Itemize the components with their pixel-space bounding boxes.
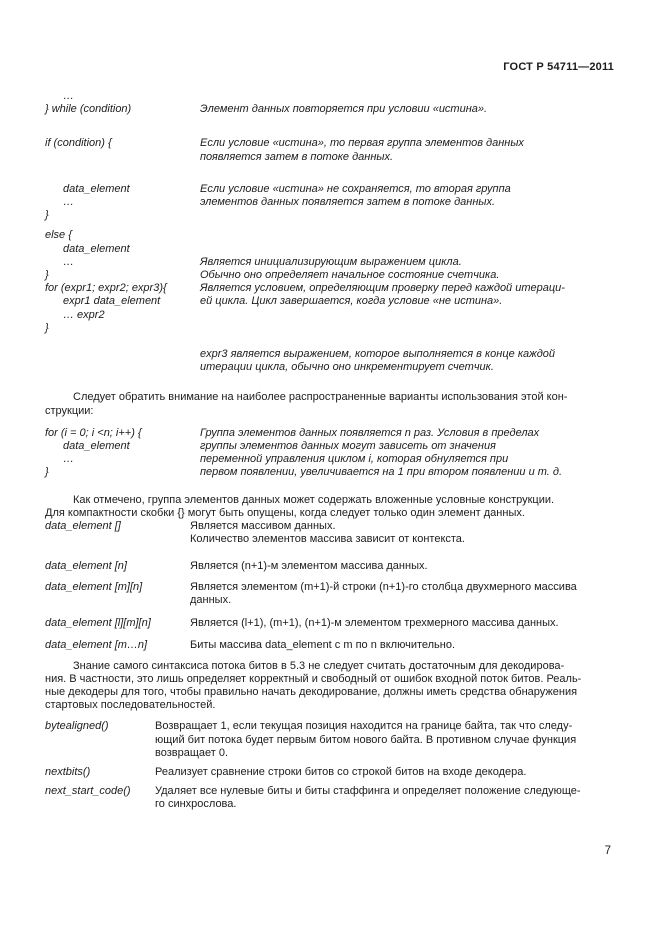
description-line: ющий бит потока будет первым битом нового байта. В противном случае функция <box>155 733 577 746</box>
spacer <box>45 712 615 720</box>
description-line: Количество элементов массива зависит от контекста. <box>190 533 465 546</box>
code-line: data_element <box>63 440 130 453</box>
spacer <box>45 418 615 427</box>
description-line: Обычно оно определяет начальное состояние счетчика. <box>200 269 500 282</box>
code-line: … <box>63 196 74 209</box>
description-line <box>200 229 615 242</box>
syntax-row <box>45 229 615 242</box>
syntax-row <box>45 103 615 116</box>
code-line: data_element <box>63 242 130 255</box>
code-line: data_element [n] <box>45 560 127 573</box>
description-line <box>200 309 615 322</box>
spacer <box>45 374 615 391</box>
code-line: next_start_code() <box>45 785 131 798</box>
code-line: data_element [] <box>45 520 121 533</box>
code-line <box>45 348 200 361</box>
syntax-row <box>45 594 615 607</box>
syntax-row <box>45 533 615 546</box>
code-line: data_element [l][m][n] <box>45 617 151 630</box>
code-line: else { <box>45 229 72 242</box>
syntax-row <box>45 209 615 222</box>
syntax-row <box>45 282 615 295</box>
description-line: возвращает 0. <box>155 746 229 759</box>
description-line: Является (n+1)-м элементом массива данных. <box>190 560 428 573</box>
code-line <box>45 594 190 607</box>
paragraph-line: Как отмечено, группа элементов данных может содержать вложенные условные конструкции. <box>73 493 555 506</box>
code-line: data_element [m…n] <box>45 639 148 652</box>
description-line: Группа элементов данных появляется n раз. Условия в пределах <box>200 426 540 439</box>
syntax-row <box>45 348 615 361</box>
paragraph-line: струкции: <box>45 404 94 417</box>
syntax-row <box>45 309 615 322</box>
syntax-row <box>45 361 615 374</box>
syntax-row <box>45 322 615 335</box>
syntax-row <box>45 90 615 103</box>
syntax-row <box>45 137 615 150</box>
description-line <box>200 243 615 256</box>
page-number: 7 <box>604 845 611 857</box>
code-line: nextbits() <box>45 765 91 778</box>
code-line: for (expr1; expr2; expr3){ <box>45 282 167 295</box>
code-line <box>45 798 155 811</box>
code-line <box>45 151 200 164</box>
syntax-row <box>45 766 615 779</box>
spacer <box>45 480 615 494</box>
spacer <box>45 164 615 183</box>
code-line: if (condition) { <box>45 137 112 150</box>
description-line: Является (l+1), (m+1), (n+1)-м элементом трехмерного массива данных. <box>190 617 559 630</box>
syntax-row <box>45 151 615 164</box>
description-line: Является элементом (m+1)-й строки (n+1)-го столбца двухмерного массива <box>190 580 577 593</box>
paragraph-line: стартовых последовательностей. <box>45 699 216 712</box>
description-line: Биты массива data_element с m по n включительно. <box>190 639 456 652</box>
syntax-row <box>45 243 615 256</box>
description-line: Является массивом данных. <box>190 520 336 533</box>
code-line: data_element [m][n] <box>45 580 143 593</box>
code-line: } while (condition) <box>45 103 132 116</box>
description-line: группы элементов данных могут зависеть от значения <box>200 440 496 453</box>
code-line <box>45 361 200 374</box>
syntax-row <box>45 453 615 466</box>
code-line: expr1 data_element <box>63 295 161 308</box>
spacer <box>45 630 615 639</box>
description-line: Элемент данных повторяется при условии «истина». <box>200 103 488 116</box>
description-line <box>200 90 615 103</box>
spacer <box>45 546 615 560</box>
syntax-row <box>45 639 615 652</box>
syntax-row <box>45 734 615 747</box>
code-line <box>45 734 155 747</box>
document-content <box>45 90 615 812</box>
syntax-row <box>45 560 615 573</box>
code-line: } <box>45 269 49 282</box>
description-line: Возвращает 1, если текущая позиция находится на границе байта, так что следу- <box>155 720 573 733</box>
description-line: появляется затем в потоке данных. <box>200 150 394 163</box>
code-line: … expr2 <box>63 308 105 321</box>
description-line: Является инициализирующим выражением цикла. <box>200 255 462 268</box>
description-line: го синхрослова. <box>155 798 237 811</box>
spacer <box>45 607 615 617</box>
syntax-row <box>45 427 615 440</box>
syntax-row <box>45 720 615 733</box>
description-line <box>200 209 615 222</box>
paragraph-line: ные декодеры для того, чтобы правильно начать декодирование, должны иметь средства обнаружения <box>45 685 578 698</box>
spacer <box>45 222 615 229</box>
syntax-row <box>45 256 615 269</box>
paragraph-line: Следует обратить внимание на наиболее распространенные варианты использования этой кон- <box>73 391 568 404</box>
document-number: ГОСТ Р 54711—2011 <box>503 61 614 73</box>
description-line: первом появлении, увеличивается на 1 при втором появлении и т. д. <box>200 466 563 479</box>
syntax-row <box>45 785 615 798</box>
description-line: ей цикла. Цикл завершается, когда условие «не истина». <box>200 295 503 308</box>
syntax-row <box>45 295 615 308</box>
code-line: data_element <box>63 182 130 195</box>
syntax-row <box>45 466 615 479</box>
syntax-row <box>45 196 615 209</box>
code-line: bytealigned() <box>45 720 109 733</box>
syntax-row <box>45 520 615 533</box>
code-line: … <box>63 453 74 466</box>
code-line <box>45 533 190 546</box>
syntax-row <box>45 617 615 630</box>
syntax-row <box>45 581 615 594</box>
description-line: Если условие «истина» не сохраняется, то вторая группа <box>200 182 511 195</box>
description-line: Удаляет все нулевые биты и биты стаффинга и определяет положение следующе- <box>155 785 581 798</box>
description-line: Является условием, определяющим проверку перед каждой итераци- <box>200 282 565 295</box>
code-line <box>45 747 155 760</box>
syntax-row <box>45 440 615 453</box>
description-line: Реализует сравнение строки битов со строкой битов на входе декодера. <box>155 765 527 778</box>
syntax-row <box>45 747 615 760</box>
paragraph-line: ния. В частности, это лишь определяет корректный и свободный от ошибок входной поток битов. Реаль- <box>45 672 582 685</box>
spacer <box>45 116 615 137</box>
paragraph-line: Знание самого синтаксиса потока битов в 5.3 не следует считать достаточным для декодирова- <box>73 659 565 672</box>
paragraph-line: Для компактности скобки {} могут быть опущены, когда следует только один элемент данных. <box>45 506 525 519</box>
code-line: … <box>63 255 74 268</box>
description-line: expr3 является выражением, которое выполняется в конце каждой <box>200 348 556 361</box>
syntax-row <box>45 269 615 282</box>
description-line: Если условие «истина», то первая группа элементов данных <box>200 137 524 150</box>
code-line: … <box>63 90 74 102</box>
spacer <box>45 335 615 348</box>
description-line <box>200 322 615 335</box>
code-line: } <box>45 321 49 334</box>
description-line: переменной управления циклом i, которая обнуляется при <box>200 453 509 466</box>
code-line: } <box>45 466 49 479</box>
spacer <box>45 574 615 581</box>
description-line: данных. <box>190 593 232 606</box>
syntax-row <box>45 798 615 811</box>
description-line: итерации цикла, обычно оно инкрементирует счетчик. <box>200 361 494 374</box>
code-line: for (i = 0; i <n; i++) { <box>45 426 142 439</box>
code-line: } <box>45 209 49 222</box>
spacer <box>45 653 615 660</box>
syntax-row <box>45 183 615 196</box>
description-line: элементов данных появляется затем в потоке данных. <box>200 196 496 209</box>
